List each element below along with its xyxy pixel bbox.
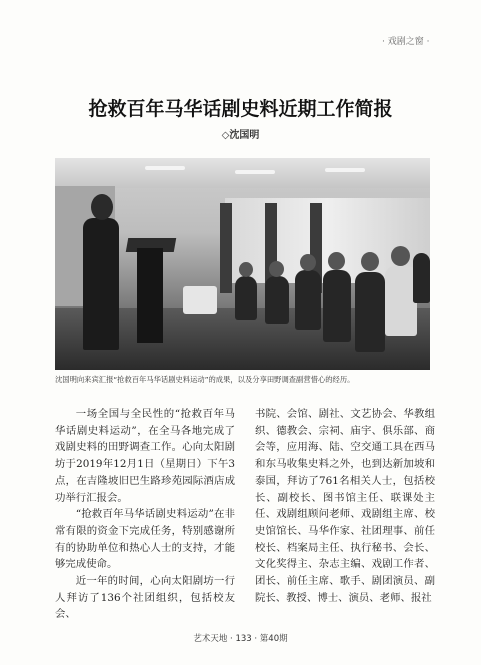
photo-speaker	[83, 218, 119, 350]
photo-speaker-head	[91, 194, 113, 220]
photo-podium	[137, 248, 163, 343]
photo-audience-head	[328, 252, 345, 270]
photo-audience-head	[361, 252, 379, 271]
photo-audience-head	[239, 262, 253, 277]
photo-curtain	[220, 203, 232, 293]
paragraph: “抢救百年马华话剧史料运动”在非常有限的资金下完成任务，特别感谢所有的协助单位和热心人士的支持，才能够完成使命。	[55, 508, 235, 571]
article-column-right	[255, 406, 435, 606]
photo-audience-member	[265, 276, 289, 324]
article-title: 抢救百年马华话剧史料近期工作简报	[88, 98, 393, 120]
photo-ceiling-light	[145, 166, 185, 170]
photo-audience-head	[391, 246, 410, 266]
photo-audience-member	[355, 272, 385, 352]
article-author: ◇沈国明	[221, 130, 260, 141]
section-tag: · 戏剧之窗 ·	[382, 37, 430, 47]
photo-ceiling-light	[235, 170, 275, 174]
paragraph: 书院、会馆、剧社、文艺协会、华教组织、德教会、宗祠、庙宇、俱乐部、商会等，应用海、陆、空交通工具在西马和东马收集史料之外，也到达新加坡和泰国，拜访了761名相关人士，包括校长、副校长、图书馆主任、联课处主任、戏剧组顾问老师、戏剧组主席、校史馆馆长、马华作家、社团理事、前任校长、档案局主任、执行秘书、会长、文化奖得主、杂志主编、戏剧工作者、团长、前任主席、歌手、剧团演员、副院长、教授、博士、演员、老师、报社	[255, 408, 435, 604]
photo-caption: 沈国明向来宾汇报“抢救百年马华话剧史料运动”的成果，以及分享田野调查副营惜心的经历。	[55, 375, 355, 384]
photo-audience-member	[323, 270, 351, 342]
photo-audience-head	[269, 261, 284, 277]
page-footer: 艺术天地 · 133 · 第40期	[193, 634, 288, 644]
article-photo	[55, 158, 430, 370]
photo-table	[183, 286, 217, 314]
paragraph: 一场全国与全民性的“抢救百年马华话剧史料运动”，在全马各地完成了戏剧史料的田野调查工作。心向太阳剧坊于2019年12月1日（星期日）下午3点，在吉隆坡旧巴生路珍苑园际酒店成功举行汇报会。	[55, 408, 235, 504]
article-column-left	[55, 406, 235, 623]
photo-audience-member	[235, 276, 257, 320]
photo-audience-head	[300, 254, 316, 271]
photo-audience-member	[295, 270, 321, 330]
photo-ceiling-light	[325, 168, 365, 172]
paragraph: 近一年的时间，心向太阳剧坊一行人拜访了136个社团组织，包括校友会、	[55, 575, 235, 621]
photo-audience-member	[413, 253, 430, 303]
